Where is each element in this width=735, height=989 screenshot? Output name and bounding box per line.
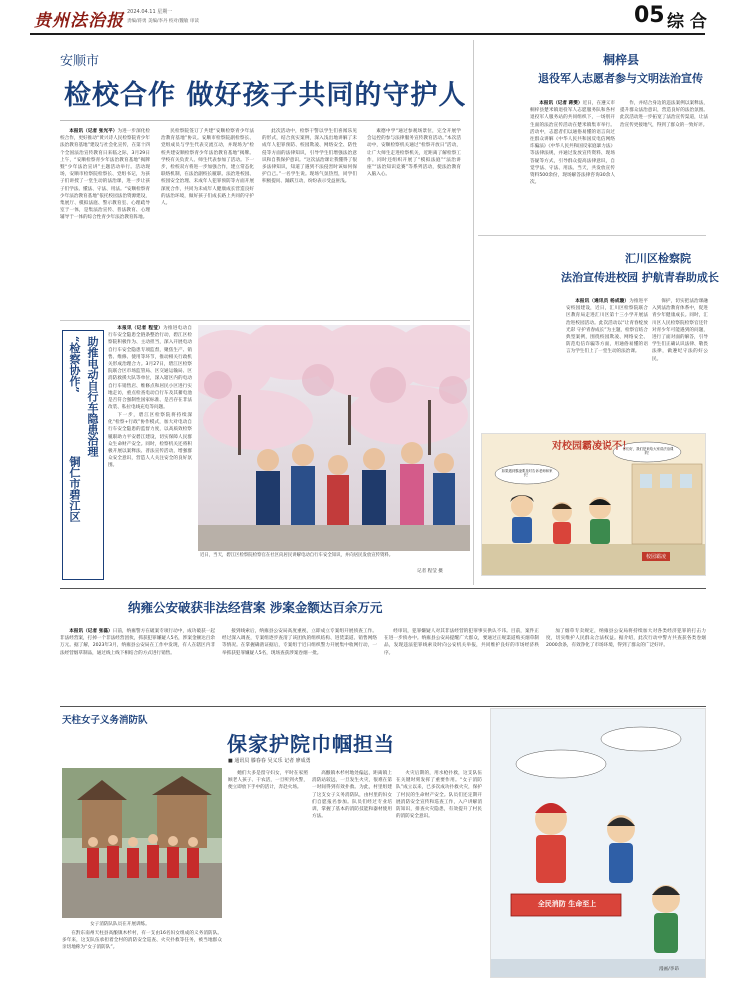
article-kicker: 安顺市: [60, 54, 100, 69]
tongzi-col-1: [530, 100, 615, 250]
masthead-logo: 贵州法治报: [34, 11, 124, 31]
nayong-col-1: [60, 628, 215, 700]
huichuan-col-2: [652, 298, 708, 428]
cartoon-figure-1: [510, 495, 534, 543]
article-kicker: 天柱女子义务消防队: [62, 715, 148, 726]
byline: 本报讯（记者 蒋雯）: [539, 101, 583, 106]
body-text: 经审讯，犯罪嫌疑人对其非法经营的犯罪事实供认不讳。目前，案件正在进一步侦办中。纳雍县公安局提醒广大群众，要通过正规渠道购买烟草制品，发现违法犯罪线索及时向公安机关举报，共同维护良好的市场经济秩序。: [384, 629, 539, 656]
article-headline: 检校合作 做好孩子共同的守护人: [64, 80, 467, 111]
firefighter-photo: [62, 768, 222, 918]
byline: 本报讯（记者 程莹）: [117, 326, 163, 331]
cartoon-bubble: 你们好，我们是来给大家讲法治课的！: [622, 447, 674, 456]
page-number: 05: [634, 3, 665, 28]
byline: 本报讯（通讯员 杨成璇）: [575, 299, 630, 304]
side-title: 助推电动自行车隐患治理: [86, 336, 99, 457]
body-text: 她们大多是留守妇女，平时在家照顾老人孩子、干农活，一旦听到火警，便立即放下手中的活计，奔赴火场。: [228, 771, 308, 791]
photo-caption: 女子消防队队员在开展训练。: [90, 922, 150, 927]
cartoon-child: [607, 815, 635, 883]
article-headline: 纳雍公安破获非法经营案 涉案金额达百余万元: [128, 600, 383, 615]
cartoon-credit: 漫画/李昂: [659, 967, 679, 972]
bijiang-side-title: [62, 330, 104, 580]
column-divider: [473, 40, 474, 585]
cartoon-illustration: [491, 709, 706, 978]
bijiang-col-1: [108, 325, 192, 585]
side-kicker: “检察协作”: [68, 336, 81, 393]
body-text: 下一步，碧江区检察院将持续深化“检察+行政”协作模式，加大对电动自行车安全隐患的监督力度，以高质效检察履职助力平安碧江建设，切实保障人民群众生命财产安全。同时，检察机关还将积极开展以案释法、普法宣传活动，增强群众安全意识，营造人人关注安全的良好氛围。: [108, 412, 192, 469]
byline: 本报讯（记者 张磊）: [69, 629, 113, 634]
body-text: 近日，在遵义市桐梓县楚米镇退役军人志愿服务队和各村退役军人服务站的共同组织下，一场别开生面的法治宣传活动在楚米镇集市举行。活动中，志愿者们以通俗易懂的语言向过往群众讲解《中华人民共和国反电信网络诈骗法》《中华人民共和国反家庭暴力法》等法律法规，并通过发放宣传资料、现场答疑等方式，引导群众提高法律意识，自觉学法、守法、用法。当天，共发放宣传资料500余份，现场解答法律咨询30余人次。: [530, 101, 615, 186]
anshun-col-4: [367, 128, 461, 248]
cartoon-figure-2: [552, 502, 572, 544]
cartoon-firefighter: [535, 803, 567, 883]
cartoon-banner: 对校园霸凌说不！: [552, 441, 632, 452]
cartoon-tag: 校园霸凌: [642, 552, 670, 561]
body-text: 为推进平安校园建设，近日，汇川区检察院联合区教育局走进汇川区第十三小学开展法治进校园活动。此次活动以“让青春绽放光彩 守护青春成长”为主题，检察官结合典型案例，围绕校园欺凌、网络安全、防范电信诈骗等方面，用通俗易懂的语言为学生们上了一堂生动的法治课。: [566, 299, 648, 355]
anti-bullying-cartoon: [481, 433, 706, 576]
nayong-col-4: [546, 628, 706, 700]
news-photo: [198, 325, 470, 551]
byline: 本报讯（记者 张光平）: [69, 129, 118, 134]
byline: ■ 通讯员 滕春春 吴义乐 记者 廖成勇: [228, 758, 311, 764]
tianzhu-col-4: [396, 770, 482, 988]
article-headline: 退役军人志愿者参与文明法治宣传: [538, 72, 703, 85]
nayong-col-2: [222, 628, 377, 700]
cartoon-bubble: 如果遇到霸凌要及时告诉老师和家长！: [501, 469, 553, 478]
body-text: 日前，纳雍警方在破案专项行动中，成功破获一起非法经营案，打掉一个非法经营团伙，抓获犯罪嫌疑人5名，涉案金额达百余万元。据了解，2023年3月，纳雍县公安局在工作中发现，有人在辖区内非法经营烟草制品，通过线上线下相结合的方式进行销售。: [60, 629, 215, 656]
tianzhu-intro: [62, 930, 222, 988]
anshun-col-3: [262, 128, 357, 308]
huichuan-col-1: [566, 298, 648, 428]
news-photo: [62, 768, 222, 918]
masthead-editors: 责编/蒋勇 美编/李丹 校对/魏敏 审读: [127, 19, 199, 24]
side-subtitle: 铜仁市碧江区: [68, 456, 81, 522]
article-headline: 保家护院巾帼担当: [227, 732, 395, 756]
article-huichuan: [478, 236, 719, 296]
article-kicker: 桐梓县: [603, 53, 640, 67]
body-text: 为推进电动自行车安全隐患全链条整治行动，碧江区检察院积极作为、主动担当，深入开展电动自行车安全隐患专项监督，聚焦生产、销售、维修、使用等环节，推动相关行政机关形成治理合力。3月27日，碧江区检察院联合区市场监管局、区交通运输局、区消防救援大队等单位，深入辖区内的电动自行车销售店、维修点和居民小区进行实地走访，重点检查电动自行车及其蓄电池是否符合强制性国家标准、是否存在非法改装、私拉电线充电等问题。: [108, 326, 192, 411]
body-text: 火灾后期的，用水枪扑救，这支队伍在关键时刻发挥了重要作用。“女子消防队”成立以来，已多次成功扑救火灾，保护了村民的生命财产安全。队员们还定期开展消防安全宣传和巡查工作，入户讲解消防知识，排查火灾隐患，有效提升了村民的消防安全意识。: [396, 771, 482, 820]
cartoon-figure-3: [589, 497, 611, 544]
photo-credit: 记者 程莹 摄: [417, 569, 443, 574]
page-title: 综 合: [667, 12, 707, 32]
body-text: 在黔东南州天柱县高酿镇木杉村，有一支由16名妇女组成的义务消防队。多年来，这支队伍承担着全村的消防安全巡查、火灾扑救等任务，被当地群众亲切地称为“女子消防队”。: [62, 931, 222, 951]
fire-safety-cartoon: [490, 708, 706, 978]
body-text: 高酿镇木杉村地处偏远，距离镇上消防站较远，一旦发生火灾，很难在第一时间得到有效扑救。为此，村里组建了这支女子义务消防队，由村里的妇女们自愿报名参加。队员们经过专业培训，掌握了基本的消防技能和器材使用方法。: [312, 771, 392, 820]
body-text: 作，并结合身边的违法案例以案释法，提升群众法治意识，营造良好的法治氛围。此次活动进一步拓宽了法治宣传渠道，让法治宣传更接地气，得到了群众的一致好评。: [620, 101, 708, 128]
body-text: 民检察院签订了共建“安顺检察青少年法治教育基地”协议。安顺市检察院副检察长、党组成员与学生代表交流互动，并现场为“检校共建安顺检察青少年法治教育基地”揭牌。学校有关负责人、师生代表参加了活动。下一步，检校双方将进一步加强合作，建立常态化联络机制，在法治副校长履职、法治进校园、校园安全治理、未成年人犯罪预防等方面开展深度合作，共同为未成年人健康成长营造良好的法治环境，做好孩子们成长路上共同的守护人。: [161, 129, 254, 207]
masthead-rule: [30, 33, 705, 35]
masthead-date: 2024.04.11 星期一: [127, 9, 173, 15]
masthead: [0, 0, 735, 36]
body-text: 保护，切实把法治课融入到法治教育体系中，促进青少年健康成长。同时，汇川区人民检察院检察官还针对青少年可能遇到的问题，进行了面对面的解答，引导学生们正确认识法律、敬畏法律，做遵纪守法的好公民。: [652, 299, 708, 362]
tianzhu-col-3: [312, 770, 392, 988]
headline-rule: [60, 120, 460, 121]
body-text: 素德中学“通过参观场景位，完全开展学会运控的参与法律服务宣传教育活动。”本次活动中，安顺检察机关通过“检察开放日”活动，让广大师生走进检察机关，近距离了解检察工作，同时还组织开展了“模拟法庭”“法治讲座”“法治知识竞赛”等系列活动，使法治教育入脑入心。: [367, 129, 461, 178]
body-text: 此次活动中，检察干警以学生们喜闻乐见的形式，结合真实案例，深入浅出地讲解了未成年人犯罪预防、校园欺凌、网络安全、防性侵等方面的法律知识，引导学生们增强法治意识和自我保护意识。“这次法治课让我懂得了很多法律知识，知道了遇到不法侵害时该如何保护自己。”一名学生说。现场气氛热烈，同学们积极提问、踊跃互动，纷纷表示受益匪浅。: [262, 129, 357, 185]
section-divider: [60, 706, 706, 707]
cartoon-slogan: 全民消防 生命至上: [537, 900, 597, 908]
nayong-col-3: [384, 628, 539, 700]
body-text: 加了烟草专卖规定，纳雍县公安局将持续加大对各类经济犯罪的打击力度，切实维护人民群众合法权益。据介绍，此次行动中警方共查获各类卷烟2000余条，有效净化了市场环境，得到了群众的广泛好评。: [546, 629, 706, 649]
tianzhu-col-2: [228, 770, 308, 988]
photo-caption: 近日，当天，碧江区检察院检察官在社区向居民讲解电动自行车安全知识，并向居民发放宣传资料。: [200, 553, 394, 558]
article-headline: 法治宣传进校园 护航青春助成长: [561, 271, 719, 284]
section-divider: [60, 588, 706, 589]
bijiang-photo: [198, 325, 470, 551]
anshun-col-1: [60, 128, 150, 308]
section-divider: [60, 320, 470, 321]
article-kicker: 汇川区检察院: [625, 252, 691, 265]
anshun-col-2: [161, 128, 254, 308]
cartoon-woman: [652, 885, 680, 953]
tongzi-col-2: [620, 100, 708, 160]
body-text: 为进一步深化检校合作，更好推动“黄兴诗人民检察院青少年法治教育基地”建设与社会化宣传，在第十四个全国法治宣传教育日来临之际，3月29日上午，“安顺检察青少年法治教育基地”揭牌暨“少年法治宣讲”主题活动举行。活动现场，安顺市检察院检察长、党组书记，为孩子们讲授了一堂生动的法治课，进一步让孩子们学法、懂法、守法、用法。“安顺检察青少年法治教育基地”依托校园法治资源建设，集展厅、模拟法庭、警示教育室、心理疏导室于一体，是集法治宣传、普法教育、心理辅导于一体的综合性青少年法治教育阵地。: [60, 129, 150, 221]
body-text: 接到线索后，纳雍县公安局高度重视，立即成立专案组开展侦查工作。经过深入调查，专案组逐步查清了该团伙的组织结构、进货渠道、销售网络等情况。在掌握确凿证据后，专案组于近日组织警力开展集中收网行动，一举抓获犯罪嫌疑人5名，现场查获涉案卷烟一批。: [222, 629, 377, 656]
